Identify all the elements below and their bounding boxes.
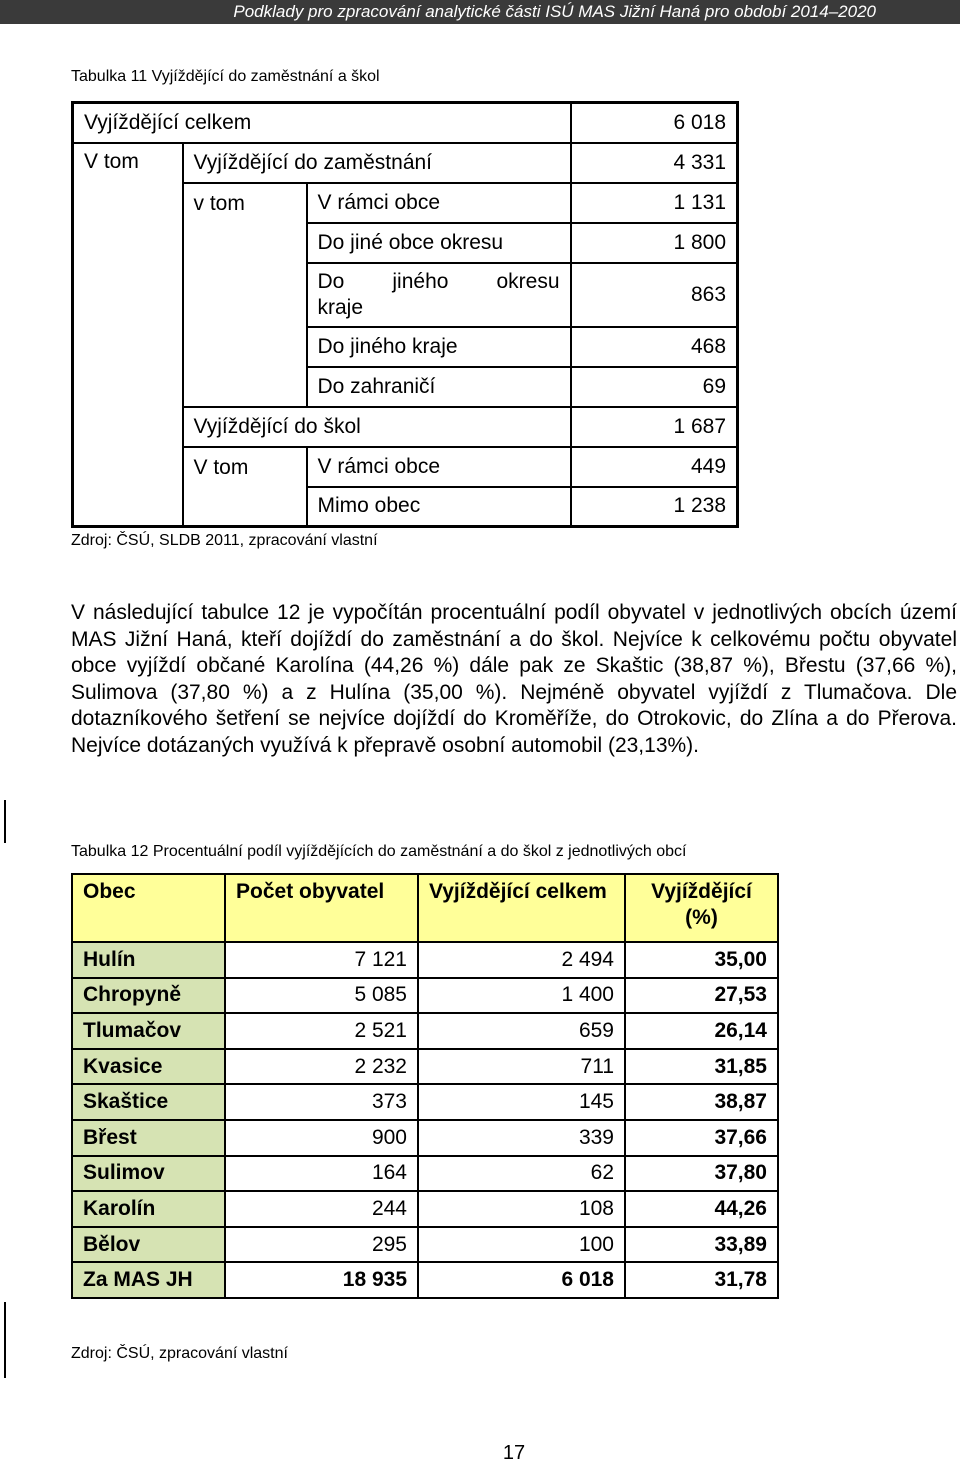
obec-cell: Hulín bbox=[72, 942, 225, 978]
obec-cell: Skaštice bbox=[72, 1084, 225, 1120]
table-row bbox=[72, 942, 778, 978]
population-cell: 373 bbox=[225, 1084, 418, 1120]
page-header: Podklady pro zpracování analytické části ISÚ MAS Jižní Haná pro období 2014–2020 bbox=[0, 0, 960, 24]
work-row-label: Do zahraničí bbox=[307, 367, 571, 407]
work-row-value: 1 131 bbox=[571, 183, 738, 223]
commuters-cell: 339 bbox=[418, 1120, 625, 1156]
total-value: 6 018 bbox=[673, 110, 727, 134]
school-row-label: Mimo obec bbox=[307, 487, 571, 527]
obec-cell: Karolín bbox=[72, 1191, 225, 1227]
percent-cell: 44,26 bbox=[625, 1191, 778, 1227]
percent-cell: 27,53 bbox=[625, 978, 778, 1014]
percent-cell: 31,78 bbox=[625, 1262, 778, 1298]
population-cell: 244 bbox=[225, 1191, 418, 1227]
v-tom-label: v tom bbox=[183, 183, 307, 407]
page-number: 17 bbox=[502, 1442, 526, 1464]
school-row-value: 1 238 bbox=[571, 487, 738, 527]
work-row-value: 1 800 bbox=[571, 223, 738, 263]
population-cell: 2 232 bbox=[225, 1049, 418, 1085]
work-row-label: V rámci obce bbox=[307, 183, 571, 223]
school-row-value: 449 bbox=[571, 447, 738, 487]
obec-cell: Břest bbox=[72, 1120, 225, 1156]
population-cell: 7 121 bbox=[225, 942, 418, 978]
commuters-cell: 145 bbox=[418, 1084, 625, 1120]
header-cell: Vyjíždějící (%) bbox=[625, 874, 778, 942]
commuters-cell: 62 bbox=[418, 1156, 625, 1192]
work-row-label: Do jiného okresu kraje bbox=[307, 263, 571, 327]
commuters-cell: 711 bbox=[418, 1049, 625, 1085]
work-row-value: 863 bbox=[571, 263, 738, 327]
work-label: Vyjíždějící do zaměstnání bbox=[183, 143, 571, 183]
percent-cell: 33,89 bbox=[625, 1227, 778, 1263]
obec-cell: Kvasice bbox=[72, 1049, 225, 1085]
table12-caption: Tabulka 12 Procentuální podíl vyjíždějících do zaměstnání a do škol z jednotlivých obcí bbox=[71, 843, 687, 860]
obec-cell: Za MAS JH bbox=[72, 1262, 225, 1298]
commuters-cell: 1 400 bbox=[418, 978, 625, 1014]
percent-cell: 31,85 bbox=[625, 1049, 778, 1085]
table11-caption: Tabulka 11 Vyjíždějící do zaměstnání a škol bbox=[71, 68, 380, 85]
table-row bbox=[72, 1156, 778, 1192]
obec-cell: Bělov bbox=[72, 1227, 225, 1263]
table11-source: Zdroj: ČSÚ, SLDB 2011, zpracování vlastní bbox=[71, 532, 378, 549]
school-label: Vyjíždějící do škol bbox=[183, 407, 571, 447]
v-tom-label: V tom bbox=[183, 447, 307, 527]
percent-cell: 38,87 bbox=[625, 1084, 778, 1120]
percent-cell: 26,14 bbox=[625, 1013, 778, 1049]
header-cell: Vyjíždějící celkem bbox=[418, 874, 625, 942]
table12-source: Zdroj: ČSÚ, zpracování vlastní bbox=[71, 1345, 288, 1362]
change-bar bbox=[4, 800, 6, 843]
table-row bbox=[72, 1120, 778, 1156]
table-row bbox=[72, 1049, 778, 1085]
header-cell: Počet obyvatel bbox=[225, 874, 418, 942]
commuters-cell: 108 bbox=[418, 1191, 625, 1227]
work-row-label: Do jiného kraje bbox=[307, 327, 571, 367]
population-cell: 5 085 bbox=[225, 978, 418, 1014]
obec-cell: Chropyně bbox=[72, 978, 225, 1014]
table-row bbox=[72, 1262, 778, 1298]
table-row bbox=[72, 1227, 778, 1263]
commuters-cell: 2 494 bbox=[418, 942, 625, 978]
commuters-cell: 6 018 bbox=[418, 1262, 625, 1298]
obec-cell: Tlumačov bbox=[72, 1013, 225, 1049]
work-row-value: 468 bbox=[571, 327, 738, 367]
total-label: Vyjíždějící celkem bbox=[73, 103, 571, 143]
percent-cell: 35,00 bbox=[625, 942, 778, 978]
table-row bbox=[72, 978, 778, 1014]
obec-cell: Sulimov bbox=[72, 1156, 225, 1192]
table-header-row bbox=[72, 874, 778, 942]
school-row-label: V rámci obce bbox=[307, 447, 571, 487]
work-row-label: Do jiné obce okresu bbox=[307, 223, 571, 263]
percent-cell: 37,66 bbox=[625, 1120, 778, 1156]
population-cell: 18 935 bbox=[225, 1262, 418, 1298]
table12 bbox=[71, 873, 779, 1299]
body-paragraph: V následující tabulce 12 je vypočítán procentuální podíl obyvatel v jednotlivých obcích území MAS Jižní Haná, kteří dojíždí do zaměstnání a do škol. Nejvíce k celkovému počtu obyvatel obce vyjíždí občané Karolína (44,26 %) dále pak ze Skaštic (38,87 %), Břestu (37,66 %), Sulimova (37,80 %) a z Hulína (35,00 %). Nejméně obyvatel vyjíždí z Tlumačova. Dle dotazníkového šetření se nejvíce dojíždí do Kroměříže, do Otrokovic, do Zlína a do Přerova. Nejvíce dotázaných využívá k přepravě osobní automobil (23,13%). bbox=[71, 601, 957, 757]
change-bar bbox=[4, 1302, 6, 1378]
table-row bbox=[72, 1191, 778, 1227]
percent-cell: 37,80 bbox=[625, 1156, 778, 1192]
school-value: 1 687 bbox=[571, 407, 738, 447]
population-cell: 2 521 bbox=[225, 1013, 418, 1049]
table11 bbox=[71, 101, 739, 528]
commuters-cell: 100 bbox=[418, 1227, 625, 1263]
commuters-cell: 659 bbox=[418, 1013, 625, 1049]
population-cell: 295 bbox=[225, 1227, 418, 1263]
work-value: 4 331 bbox=[571, 143, 738, 183]
table-row bbox=[72, 1013, 778, 1049]
population-cell: 900 bbox=[225, 1120, 418, 1156]
header-cell: Obec bbox=[72, 874, 225, 942]
population-cell: 164 bbox=[225, 1156, 418, 1192]
work-row-value: 69 bbox=[571, 367, 738, 407]
table-row bbox=[72, 1084, 778, 1120]
v-tom-label: V tom bbox=[73, 143, 183, 527]
